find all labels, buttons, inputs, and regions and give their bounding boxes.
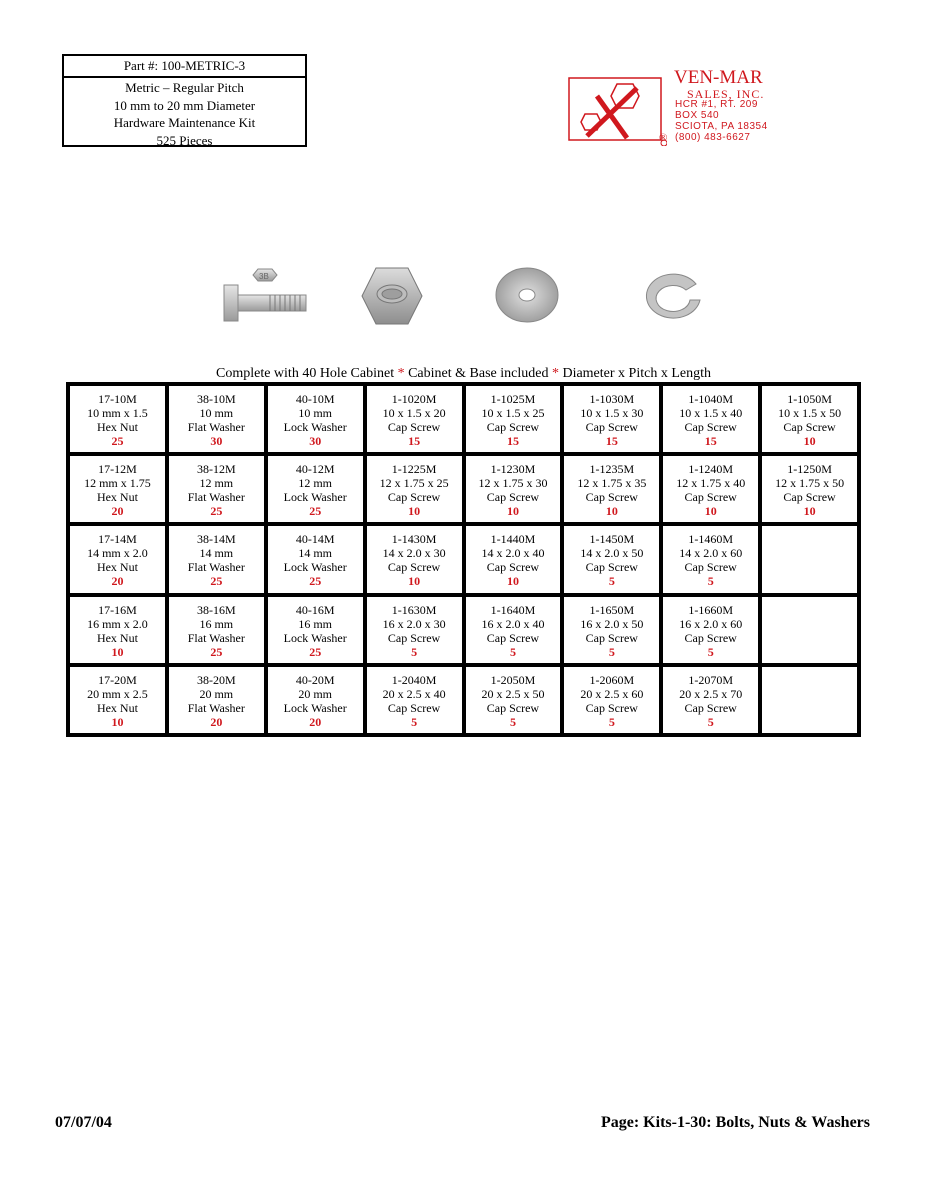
empty-cell	[761, 666, 858, 734]
address-line: BOX 540	[675, 110, 720, 121]
part-code: 1-1650M	[589, 602, 635, 617]
part-qty: 15	[605, 434, 618, 448]
part-code: 40-14M	[295, 532, 335, 547]
part-type: Hex Nut	[96, 630, 138, 645]
part-code: 17-12M	[98, 462, 137, 477]
part-qty: 30	[309, 434, 322, 448]
part-type: Hex Nut	[96, 700, 138, 715]
part-type: Lock Washer	[283, 490, 347, 505]
part-cell	[662, 385, 759, 453]
part-cell	[563, 596, 660, 664]
address-line: HCR #1, RT. 209	[675, 99, 758, 110]
part-size: 14 x 2.0 x 30	[382, 546, 446, 561]
part-cell	[366, 596, 463, 664]
part-qty: 10	[408, 574, 421, 589]
part-cell	[761, 455, 858, 523]
address-line: (800) 483-6627	[675, 132, 751, 143]
part-size: 14 mm	[199, 546, 234, 561]
part-type: Cap Screw	[387, 630, 441, 645]
part-code: 1-2060M	[589, 672, 635, 687]
part-qty: 10	[803, 434, 816, 448]
part-cell	[662, 455, 759, 523]
part-code: 1-2070M	[688, 672, 734, 687]
bolt-logo-icon	[567, 76, 667, 146]
part-size: 20 mm	[298, 686, 333, 701]
part-cell	[267, 596, 364, 664]
part-code: 1-1440M	[490, 532, 536, 547]
part-type: Cap Screw	[387, 490, 441, 505]
part-size: 10 x 1.5 x 25	[481, 406, 545, 420]
part-cell	[662, 666, 759, 734]
part-size: 20 mm	[199, 686, 234, 701]
description-line: 10 mm to 20 mm Diameter	[113, 97, 256, 113]
part-cell	[69, 385, 166, 453]
part-qty: 20	[111, 574, 124, 589]
part-cell	[366, 455, 463, 523]
part-qty: 5	[608, 644, 615, 659]
part-type: Cap Screw	[585, 420, 638, 434]
part-type: Flat Washer	[187, 700, 245, 715]
part-code: 1-2050M	[490, 672, 536, 687]
part-code: 17-14M	[98, 532, 137, 547]
part-size: 16 x 2.0 x 30	[382, 616, 446, 631]
part-size: 14 x 2.0 x 60	[679, 546, 743, 561]
part-size: 14 mm x 2.0	[87, 546, 148, 561]
caption-star: *	[551, 366, 559, 381]
caption-text: Complete with 40 Hole Cabinet	[216, 366, 398, 381]
part-type: Cap Screw	[684, 490, 737, 505]
part-qty: 20	[309, 714, 322, 729]
brand-address	[675, 99, 768, 143]
part-qty: 20	[210, 714, 223, 729]
part-size: 20 mm x 2.5	[87, 686, 148, 701]
part-size: 20 x 2.5 x 60	[580, 686, 644, 701]
part-type: Cap Screw	[387, 420, 441, 434]
part-code: 40-16M	[295, 602, 335, 617]
brand-name: VEN-MAR	[674, 67, 763, 88]
part-type: Cap Screw	[387, 700, 441, 715]
part-info-box	[62, 54, 307, 147]
part-size: 10 x 1.5 x 50	[778, 406, 842, 420]
part-type: Cap Screw	[684, 420, 737, 434]
lock-washer-icon	[642, 270, 706, 326]
part-size: 14 mm	[298, 546, 333, 561]
part-code: 1-1030M	[589, 392, 635, 406]
part-code: 38-10M	[196, 392, 236, 406]
part-qty: 30	[210, 434, 223, 448]
part-qty: 15	[704, 434, 717, 448]
part-cell	[662, 596, 759, 664]
part-code: 1-1235M	[589, 462, 635, 477]
part-type: Cap Screw	[486, 490, 540, 505]
part-qty: 5	[608, 714, 615, 729]
part-cell	[267, 666, 364, 734]
part-type: Flat Washer	[187, 560, 245, 575]
part-cell	[366, 525, 463, 593]
part-code: 1-1430M	[391, 532, 437, 547]
part-size: 16 mm	[199, 616, 234, 631]
part-size: 12 x 1.75 x 40	[676, 476, 746, 491]
part-code: 38-12M	[196, 462, 236, 477]
part-code: 40-12M	[295, 462, 335, 477]
part-qty: 10	[704, 504, 717, 519]
part-qty: 25	[309, 644, 322, 659]
part-size: 16 x 2.0 x 40	[481, 616, 545, 631]
part-cell	[563, 666, 660, 734]
part-qty: 5	[707, 574, 714, 589]
part-type: Cap Screw	[486, 700, 540, 715]
part-size: 10 mm x 1.5	[87, 406, 148, 420]
hex-nut-icon	[360, 266, 424, 326]
empty-cell	[761, 525, 858, 593]
part-type: Cap Screw	[585, 490, 638, 505]
part-code: 1-1250M	[787, 462, 832, 477]
part-qty: 10	[803, 504, 816, 519]
part-cell	[563, 455, 660, 523]
part-size: 12 x 1.75 x 25	[379, 476, 449, 491]
part-qty: 25	[309, 504, 322, 519]
part-size: 12 x 1.75 x 50	[775, 476, 845, 491]
caption-text: Cabinet & Base included	[404, 366, 552, 381]
part-type: Cap Screw	[585, 700, 638, 715]
part-qty: 25	[309, 574, 322, 589]
part-number: Part #: 100-METRIC-3	[64, 56, 305, 78]
part-size: 16 x 2.0 x 50	[580, 616, 644, 631]
part-size: 16 x 2.0 x 60	[679, 616, 743, 631]
part-qty: 10	[408, 504, 421, 519]
part-type: Cap Screw	[684, 700, 737, 715]
part-type: Cap Screw	[684, 560, 737, 575]
part-code: 1-1630M	[391, 602, 437, 617]
part-type: Flat Washer	[187, 490, 245, 505]
part-cell	[267, 525, 364, 593]
part-qty: 25	[210, 504, 223, 519]
caption-text: Diameter x Pitch x Length	[558, 366, 711, 381]
part-code: 1-1040M	[688, 392, 734, 406]
description-line: Metric – Regular Pitch	[125, 80, 244, 95]
part-cell	[366, 666, 463, 734]
part-type: Cap Screw	[585, 560, 638, 575]
part-cell	[465, 525, 562, 593]
part-qty: 15	[408, 434, 421, 448]
part-code: 1-1240M	[688, 462, 734, 477]
part-size: 20 x 2.5 x 70	[679, 686, 743, 701]
part-qty: 15	[506, 434, 519, 448]
svg-text:3B: 3B	[259, 272, 269, 281]
part-qty: 10	[111, 714, 124, 729]
part-cell	[563, 525, 660, 593]
flat-washer-icon	[494, 266, 560, 324]
venmar-logo	[567, 66, 792, 150]
part-cell	[69, 666, 166, 734]
part-size: 16 mm	[298, 616, 333, 631]
part-size: 20 x 2.5 x 40	[382, 686, 446, 701]
part-code: 1-1225M	[391, 462, 437, 477]
cabinet-caption	[0, 366, 927, 382]
part-type: Hex Nut	[96, 560, 138, 575]
empty-cell	[761, 596, 858, 664]
cap-screw-icon	[222, 265, 308, 323]
part-cell	[761, 385, 858, 453]
part-type: Cap Screw	[486, 420, 540, 434]
part-type: Hex Nut	[96, 490, 138, 505]
part-size: 12 mm x 1.75	[84, 476, 151, 491]
part-cell	[168, 666, 265, 734]
brand-subtitle: SALES, INC.	[687, 87, 765, 101]
part-type: Cap Screw	[486, 560, 540, 575]
part-qty: 25	[210, 574, 223, 589]
part-qty: 10	[506, 574, 519, 589]
part-cell	[69, 525, 166, 593]
part-size: 10 x 1.5 x 40	[679, 406, 743, 420]
part-cell	[168, 385, 265, 453]
part-size: 14 x 2.0 x 40	[481, 546, 545, 561]
part-type: Cap Screw	[387, 560, 441, 575]
part-size: 12 mm	[298, 476, 333, 491]
part-type: Lock Washer	[283, 560, 347, 575]
part-code: 17-20M	[98, 672, 137, 687]
part-size: 12 x 1.75 x 35	[577, 476, 647, 491]
part-code: 1-1640M	[490, 602, 536, 617]
part-cell	[168, 455, 265, 523]
part-code: 40-20M	[295, 672, 335, 687]
part-size: 20 x 2.5 x 50	[481, 686, 545, 701]
part-qty: 25	[210, 644, 223, 659]
part-cell	[465, 455, 562, 523]
part-description	[64, 78, 305, 149]
part-type: Flat Washer	[187, 630, 245, 645]
description-line: 525 Pieces	[156, 132, 213, 148]
part-qty: 20	[111, 504, 124, 519]
parts-grid	[66, 382, 861, 737]
part-size: 10 x 1.5 x 20	[382, 406, 446, 420]
part-code: 1-1230M	[490, 462, 536, 477]
part-type: Lock Washer	[283, 630, 347, 645]
part-type: Cap Screw	[585, 630, 638, 645]
part-qty: 5	[509, 644, 516, 659]
caption-star: *	[397, 366, 405, 381]
part-qty: 5	[608, 574, 615, 589]
part-cell	[69, 596, 166, 664]
part-code: 1-1450M	[589, 532, 635, 547]
part-cell	[69, 455, 166, 523]
part-cell	[662, 525, 759, 593]
part-type: Cap Screw	[783, 420, 836, 434]
part-size: 12 x 1.75 x 30	[478, 476, 548, 491]
part-cell	[168, 596, 265, 664]
part-cell	[267, 385, 364, 453]
part-code: 1-1660M	[688, 602, 734, 617]
part-size: 10 x 1.5 x 30	[580, 406, 644, 420]
part-code: 40-10M	[295, 392, 335, 406]
part-size: 12 mm	[199, 476, 234, 491]
part-qty: 5	[707, 714, 714, 729]
part-qty: 25	[111, 434, 124, 448]
part-type: Lock Washer	[283, 700, 347, 715]
part-code: 38-20M	[196, 672, 236, 687]
part-size: 16 mm x 2.0	[87, 616, 148, 631]
part-cell	[465, 385, 562, 453]
part-cell	[168, 525, 265, 593]
part-size: 14 x 2.0 x 50	[580, 546, 644, 561]
part-code: 1-1025M	[490, 392, 536, 406]
part-cell	[563, 385, 660, 453]
part-type: Lock Washer	[283, 420, 347, 434]
footer-page-label: Page: Kits-1-30: Bolts, Nuts & Washers	[600, 1114, 870, 1131]
part-type: Cap Screw	[783, 490, 836, 505]
part-code: 38-16M	[196, 602, 236, 617]
part-cell	[465, 666, 562, 734]
part-qty: 5	[411, 644, 418, 659]
part-size: 10 mm	[199, 406, 234, 420]
part-code: 1-1050M	[787, 392, 832, 406]
part-code: 17-10M	[98, 392, 137, 406]
footer-date: 07/07/04	[55, 1114, 112, 1131]
part-type: Flat Washer	[187, 420, 245, 434]
part-size: 10 mm	[298, 406, 333, 420]
part-type: Cap Screw	[486, 630, 540, 645]
part-qty: 5	[411, 714, 418, 729]
part-type: Hex Nut	[96, 420, 138, 434]
part-qty: 10	[506, 504, 519, 519]
description-line: Hardware Maintenance Kit	[113, 115, 256, 130]
part-type: Cap Screw	[684, 630, 737, 645]
part-code: 1-2040M	[391, 672, 437, 687]
part-qty: 5	[509, 714, 516, 729]
part-qty: 5	[707, 644, 714, 659]
part-code: 1-1020M	[391, 392, 437, 406]
part-cell	[465, 596, 562, 664]
part-code: 38-14M	[196, 532, 236, 547]
part-code: 1-1460M	[688, 532, 734, 547]
part-qty: 10	[605, 504, 618, 519]
address-line: SCIOTA, PA 18354	[675, 121, 768, 132]
part-qty: 10	[111, 644, 124, 659]
registered-mark: ®	[659, 132, 668, 144]
part-cell	[267, 455, 364, 523]
part-cell	[366, 385, 463, 453]
part-code: 17-16M	[98, 602, 137, 617]
